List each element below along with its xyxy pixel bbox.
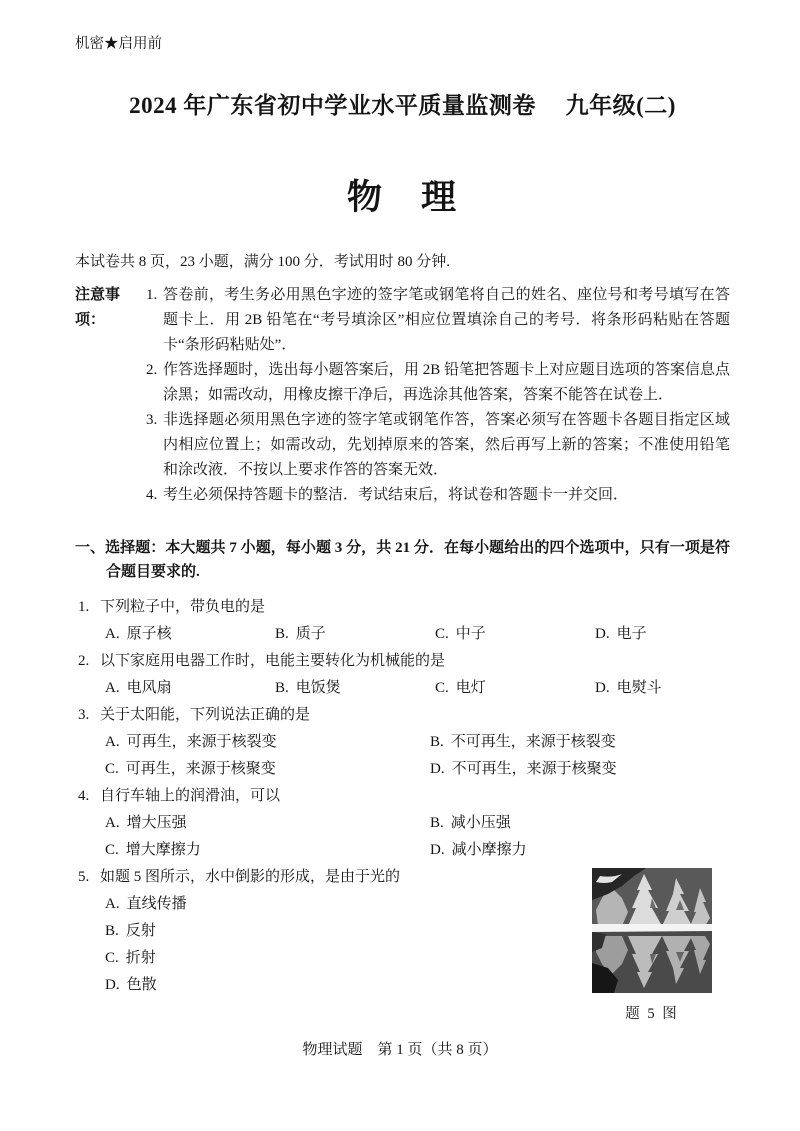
option-label: A. [105,815,120,831]
option [105,837,430,864]
figure-caption: 题 5 图 [625,1006,679,1022]
notice-item-number: 4. [146,487,158,503]
option [430,810,730,837]
option-label: D. [595,680,610,696]
notice-item-number: 2. [146,362,158,378]
notice-item-text: 答卷前，考生务必用黑色字迹的签字笔或钢笔将自己的姓名、座位号和考号填写在答题卡上．用 2B 铅笔在“考号填涂区”相应位置填涂自己的考号．将条形码粘贴在答题卡“条形码粘贴处”． [163,287,730,353]
question-number: 2. [78,653,90,669]
option-label: C. [105,950,119,966]
question-stem: 关于太阳能，下列说法正确的是 [100,707,311,723]
option-text: 中子 [455,626,486,642]
option [105,621,275,648]
option-text: 电饭煲 [295,680,341,696]
option [105,729,430,756]
option-label: D. [595,626,610,642]
option-text: 不可再生，来源于核聚变 [451,761,617,777]
notice-item-number: 1. [146,287,158,303]
option-text: 折射 [125,950,156,966]
option-row [105,729,730,783]
option [430,837,730,864]
option [105,810,430,837]
option-text: 不可再生，来源于核裂变 [450,734,616,750]
exam-info: 本试卷共 8 页，23 小题，满分 100 分．考试用时 80 分钟. [75,254,451,270]
option-text: 减小压强 [450,815,511,831]
option-text: 增大压强 [126,815,187,831]
question-1 [75,594,730,648]
exam-title: 2024 年广东省初中学业水平质量监测卷 九年级(二) [129,93,676,118]
question-stem: 下列粒子中，带负电的是 [100,599,266,615]
notice-item-text: 考生必须保持答题卡的整洁．考试结束后，将试卷和答题卡一并交回． [163,487,629,503]
option [430,729,730,756]
option-label: B. [105,923,119,939]
notice-item-text: 作答选择题时，选出每小题答案后，用 2B 铅笔把答题卡上对应题目选项的答案信息点涂黑；如需改动，用橡皮擦干净后，再选涂其他答案，答案不能答在试卷上． [163,362,730,403]
option-text: 电子 [616,626,647,642]
notice-item [146,283,730,358]
notice-section [75,283,730,508]
section-heading: 一、选择题：本大题共 7 小题，每小题 3 分，共 21 分．在每小题给出的四个选项中，只有一项是符合题目要求的. [75,540,730,580]
option [435,621,595,648]
option [105,756,430,783]
option-text: 原子核 [126,626,172,642]
option [275,621,435,648]
option-row [105,675,730,702]
option [275,675,435,702]
notice-item [146,358,730,408]
option-label: D. [105,977,120,993]
option-label: A. [105,896,120,912]
option-label: A. [105,734,120,750]
question-stem: 如题 5 图所示，水中倒影的形成，是由于光的 [100,869,401,885]
notice-label: 注意事项： [75,287,121,328]
option-label: D. [430,761,445,777]
classification-label: 机密★启用前 [75,36,162,52]
snowy-trees-reflection-image [592,868,712,993]
option-label: B. [275,680,289,696]
question-3 [75,702,730,783]
subject-title: 物 理 [346,178,458,217]
question-2 [75,648,730,702]
question-number: 5. [78,869,90,885]
option-text: 直线传播 [126,896,187,912]
question-number: 1. [78,599,90,615]
option-text: 可再生，来源于核聚变 [125,761,276,777]
option [595,675,730,702]
option-text: 电风扇 [126,680,172,696]
notice-item-number: 3. [146,412,158,428]
option [435,675,595,702]
option-text: 反射 [125,923,156,939]
option-label: C. [435,680,449,696]
option-text: 电灯 [455,680,486,696]
option-label: B. [275,626,289,642]
option-text: 增大摩擦力 [125,842,201,858]
option-row [105,810,730,864]
notice-item [146,408,730,483]
option-label: A. [105,680,120,696]
question-stem: 自行车轴上的润滑油，可以 [100,788,281,804]
option-label: B. [430,815,444,831]
notice-item [146,483,730,508]
option-text: 质子 [295,626,326,642]
notice-list [146,283,730,508]
option-text: 电熨斗 [616,680,662,696]
notice-item-text: 非选择题必须用黑色字迹的签字笔或钢笔作答，答案必须写在答题卡各题目指定区域内相应位置上；如需改动，先划掉原来的答案，然后再写上新的答案；不准使用铅笔和涂改液．不按以上要求作答的答案无效． [163,412,730,478]
option [430,756,730,783]
option-label: A. [105,626,120,642]
option-label: D. [430,842,445,858]
page-footer: 物理试题 第 1 页（共 8 页） [302,1042,498,1058]
question5-figure [592,868,712,1023]
option-label: B. [430,734,444,750]
question-number: 4. [78,788,90,804]
question-number: 3. [78,707,90,723]
question-stem: 以下家庭用电器工作时，电能主要转化为机械能的是 [100,653,446,669]
option [105,675,275,702]
option-text: 减小摩擦力 [451,842,527,858]
question-4 [75,783,730,864]
option-label: C. [105,761,119,777]
option [595,621,730,648]
option-label: C. [105,842,119,858]
option-text: 色散 [126,977,157,993]
option-row [105,621,730,648]
option-text: 可再生，来源于核裂变 [126,734,277,750]
option-label: C. [435,626,449,642]
